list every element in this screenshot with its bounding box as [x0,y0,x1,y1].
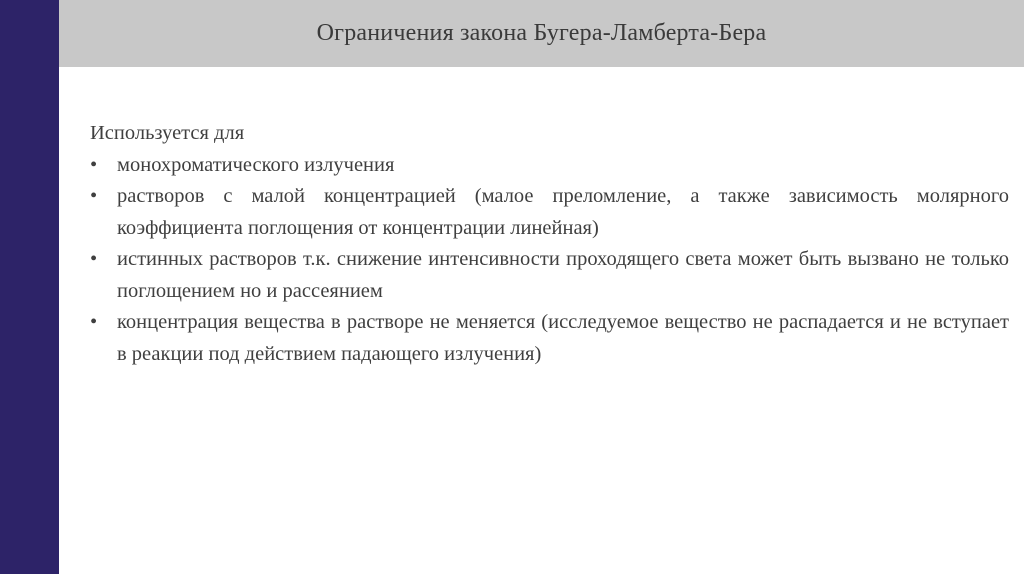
bullet-item [90,150,1009,182]
bullet-marker: • [90,311,98,333]
bullet-item [90,244,1009,307]
bullet-text: концентрация вещества в растворе не меняется (исследуемое вещество не распадается и не вступает в реакции под действием падающего излучения) [117,311,1009,365]
left-accent-bar [0,0,59,574]
bullet-text: растворов с малой концентрацией (малое преломление, а также зависимость молярного коэффициента поглощения от концентрации линейная) [117,185,1009,239]
bullet-text: монохроматического излучения [117,153,395,176]
bullet-item [90,307,1009,370]
bullet-marker: • [90,248,98,270]
slide-title: Ограничения закона Бугера-Ламберта-Бера [316,20,767,46]
intro-text: Используется для [90,122,245,144]
bullet-list [90,150,1009,371]
bullet-text: истинных растворов т.к. снижение интенсивности проходящего света может быть вызвано не только поглощением но и рассеянием [117,248,1009,302]
bullet-marker: • [90,153,98,176]
bullet-marker: • [90,185,98,207]
slide-content [90,118,1009,370]
bullet-item [90,181,1009,244]
